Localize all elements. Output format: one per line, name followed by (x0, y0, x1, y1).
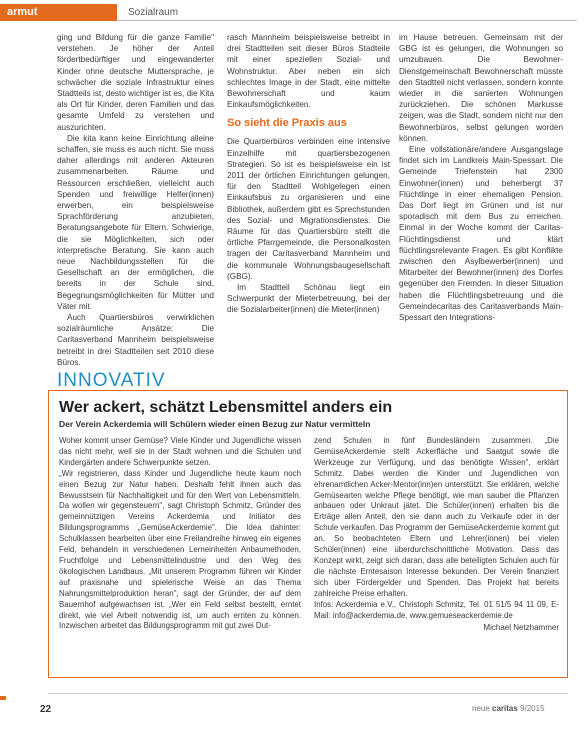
box-column-2 (314, 436, 559, 634)
header-rule (117, 20, 577, 21)
fold-mark (0, 696, 6, 700)
paragraph: rasch Mannheim beispielsweise betreibt in drei Stadtteilen seit dieser Büros Stadteile mit einer speziellen Sozial- und Wohnstruktur. Aber neben ein sich schlechtes Image in der Stadt, eine mittelte Bewohnerschaft und kaum Einkaufsmöglichkeiten. (227, 33, 390, 110)
article-column-3 (399, 32, 563, 323)
paragraph: Eine vollstationäre/andere Ausgangslage findet sich im Landkreis Main-Spessart. Die Gemeinde Triefenstein hat 2300 Einwohner(innen) und beherbergt 37 Flüchtlinge in einer ehemaligen Pension. Das Dorf liegt im Grünen und ist nur sporadisch mit dem Bus zu erreichen. Einmal in der Woche kommt der Caritas-Flüchtlingsdienst und klärt flüchtlingsrelevante Fragen. Es gibt Konflikte zwischen den Asylbewerber(innen) und Mitarbeiter der Bewohner(innen) des Dorfes gegenüber den Fremden. In dieser Situation haben die Flüchtlingsbetreuung und die Gemeindecaritas des Caritasverbands Main-Spessart den Integrations- (399, 145, 563, 323)
paragraph: Die kita kann keine Einrichtung alleine schaffen, sie muss es auch nicht. Sie muss daher allerdings mit anderen Akteuren zusammenarbeiten. Räume und Ressourcen erschließen, vielleicht auch Spenden und freiwillige Helfer(innen) erwerben, ein beispielsweise Sprachförderung anzubieten, Beratungsangebote für Eltern. Schwierige, die sie Möglichkeiten, sich oder interpretische Beratung. Sie kann auch neue Nachbildungsstellen für die Gesellschaft an der ermöglichen, die bereits in der Schule sind, Begegnungsmöglichkeiten für Mütter und Väter mit. (57, 133, 214, 311)
box-subtitle: Der Verein Ackerdemia will Schülern wieder einen Bezug zur Natur vermitteln (59, 419, 371, 429)
paragraph: Auch Quartiersbüros verwirklichen sozialräumliche Ansätze: Die Caritasverband Mannheim beispielsweise betreibt in drei Stadtteilen seit 2010 diese Büros. (57, 313, 214, 367)
paragraph: Im Stadtteil Schönau liegt ein Schwerpunkt der Mieterbetreuung, bei der die Sozialarbeiter(innen) die Mieter(innen) (227, 283, 390, 315)
issue: 9/2015 (520, 704, 545, 713)
page-number: 22 (40, 704, 52, 715)
paragraph: im Hause betreuen. Gemeinsam mit der GBG ist es gelungen, die Wohnungen so umzubauen. Die Bewohner-Dienstgemeinschaft Bewohnerschaft müsste den Stadtteil nicht verlassen, sondern konnte wieder in die sanierten Wohnungen zurückziehen. Die schönen Markusse zeigen, was die Stadt, sondern nicht nur den Bewohnerbüros, selbst gelungen worden können. (399, 33, 563, 143)
contact-info: Infos: Ackerdemia e.V., Christoph Schmitz, Tel. 01 51/5 94 11 09, E-Mail: info@ackerdemia.de, www.gemueseackerdemie.de (314, 599, 559, 620)
footer-rule (48, 693, 568, 694)
magazine-footer (472, 704, 545, 713)
author: Michael Netzhammer (483, 623, 559, 633)
page-header (0, 0, 588, 24)
article-top (57, 32, 563, 367)
innovativ-label: INNOVATIV (57, 370, 166, 391)
magazine-name: caritas (492, 704, 518, 713)
box-title: Wer ackert, schätzt Lebensmittel anders ein (59, 399, 393, 416)
article-column-2 (227, 32, 390, 316)
paragraph: ging und Bildung für die ganze Familie" verstehen. Je höher der Anteil fördertbedürftiger und eingewanderter Kinder ohne deutsche Muttersprache, je schwächer die soziale Infrastruktur eines Stadtteils ist, desto wichtiger ist es, die Kita als Ort für Kinder, deren Familien und das gesamte Umfeld zu verstehen und auszurichten. (57, 33, 214, 132)
paragraph: Die Quartierbüros verbinden eine intensive Einzelhilfe mit quartiersbezogenen Strategien. So ist es beispielsweise ein ist 2011 der örtlichen Einrichtungen gelungen, für den Stadtteil Wohlgelegen einen Einkaufsbus zu organisieren und eine Bibliothek, außerdem gibt es Sprechstunden des Sozial- und Migrationsdienstes. Die Räume für das Quartiersbüro stellt die örtliche Pfarrgemeinde, die Personalkosten tragen der Caritasverband Mannheim und die kommunale Wohnungsbaugesellschaft (GBG). (227, 137, 390, 281)
paragraph: zend Schulen in fünf Bundesländern zusammen. „Die GemüseAckerdemie stellt Ackerfläche und Saatgut sowie die Werkzeuge zur Verfügung, und das benötigte Wissen", erklärt Schmitz. Dabei werden die Kinder und Jugendlichen von ehrenamtlichen Acker-Mentor(inn)en unterstützt. Sie erklären, welche Gemüsearten welche Pflege benötigt, wie man sauber die Pflanzen anbauen oder Unkraut jätet. Die Schüler(innen) erhalten bis die Erträge allen Anteil, den sie dann auch zu Verkaufe oder in der Schule verkaufen. Das Programm der GemüseAckerdemie kommt gut an. So beobachteten Eltern und Lehrer(innen) bei vielen Schüler(innen) eine überdurchschnittliche Motivation. Dass das Konzept wirkt, zeigt sich daran, dass alle beteiligten Schulen auch für die nächste Erntesaison Interesse bekunden. Der Verein finanziert sich über Fördergelder und Spenden. Das Projekt hat bereits zahlreiche Preise erhalten. (314, 436, 559, 598)
paragraph: Woher kommt unser Gemüse? Viele Kinder und Jugendliche wissen das nicht mehr, weil sie in der Stadt wohnen und die Schulen und Kindergärten andere Schwerpunkte setzen. (59, 436, 301, 467)
innovativ-box (48, 390, 568, 678)
section-subtitle: Sozialraum (128, 7, 179, 18)
magazine-prefix: neue (472, 704, 490, 713)
article-column-1 (57, 32, 214, 368)
box-column-1 (59, 436, 301, 632)
section-heading: So sieht die Praxis aus (227, 117, 347, 130)
section-tag: armut (0, 4, 117, 21)
paragraph: „Wir registrieren, dass Kinder und Jugendliche heute kaum noch einen Bezug zur Natur haben. Deshalb fehlt ihnen auch das Bewusstsein für Nachhaltigkeit und für den Wert von Lebensmitteln. Da wollen wir gegensteuern", sagt Christoph Schmitz, Gründer des gemeinnützigen Vereins Ackerdemia und Initiator des Bildungsprogramms „GemüseAckerdemie". Die Idea dahinter: Schulklassen bearbeiten über eine Freilandreihe hinweg ein eigenes Feld, behandeln in verschiedenen Lerneinheiten Anbaumethoden, Fruchtfolge und Lebensmittelindustrie und den Weg des ökologischen Landbaus. „Mit unserem Programm führen wir Kinder auf praxisnahe und spielerische Weise an das Thema Nahrungsmittelproduktion heran", sagt der Gründer, der auf dem Bauernhof aufgewachsen ist. „Wer ein Feld selbst bestellt, erntet direkt, wie viel Arbeit notwendig ist, um auch ernten zu können. Inzwischen arbeitet das Bildungsprogramm mit gut zwei Dut- (59, 468, 301, 631)
